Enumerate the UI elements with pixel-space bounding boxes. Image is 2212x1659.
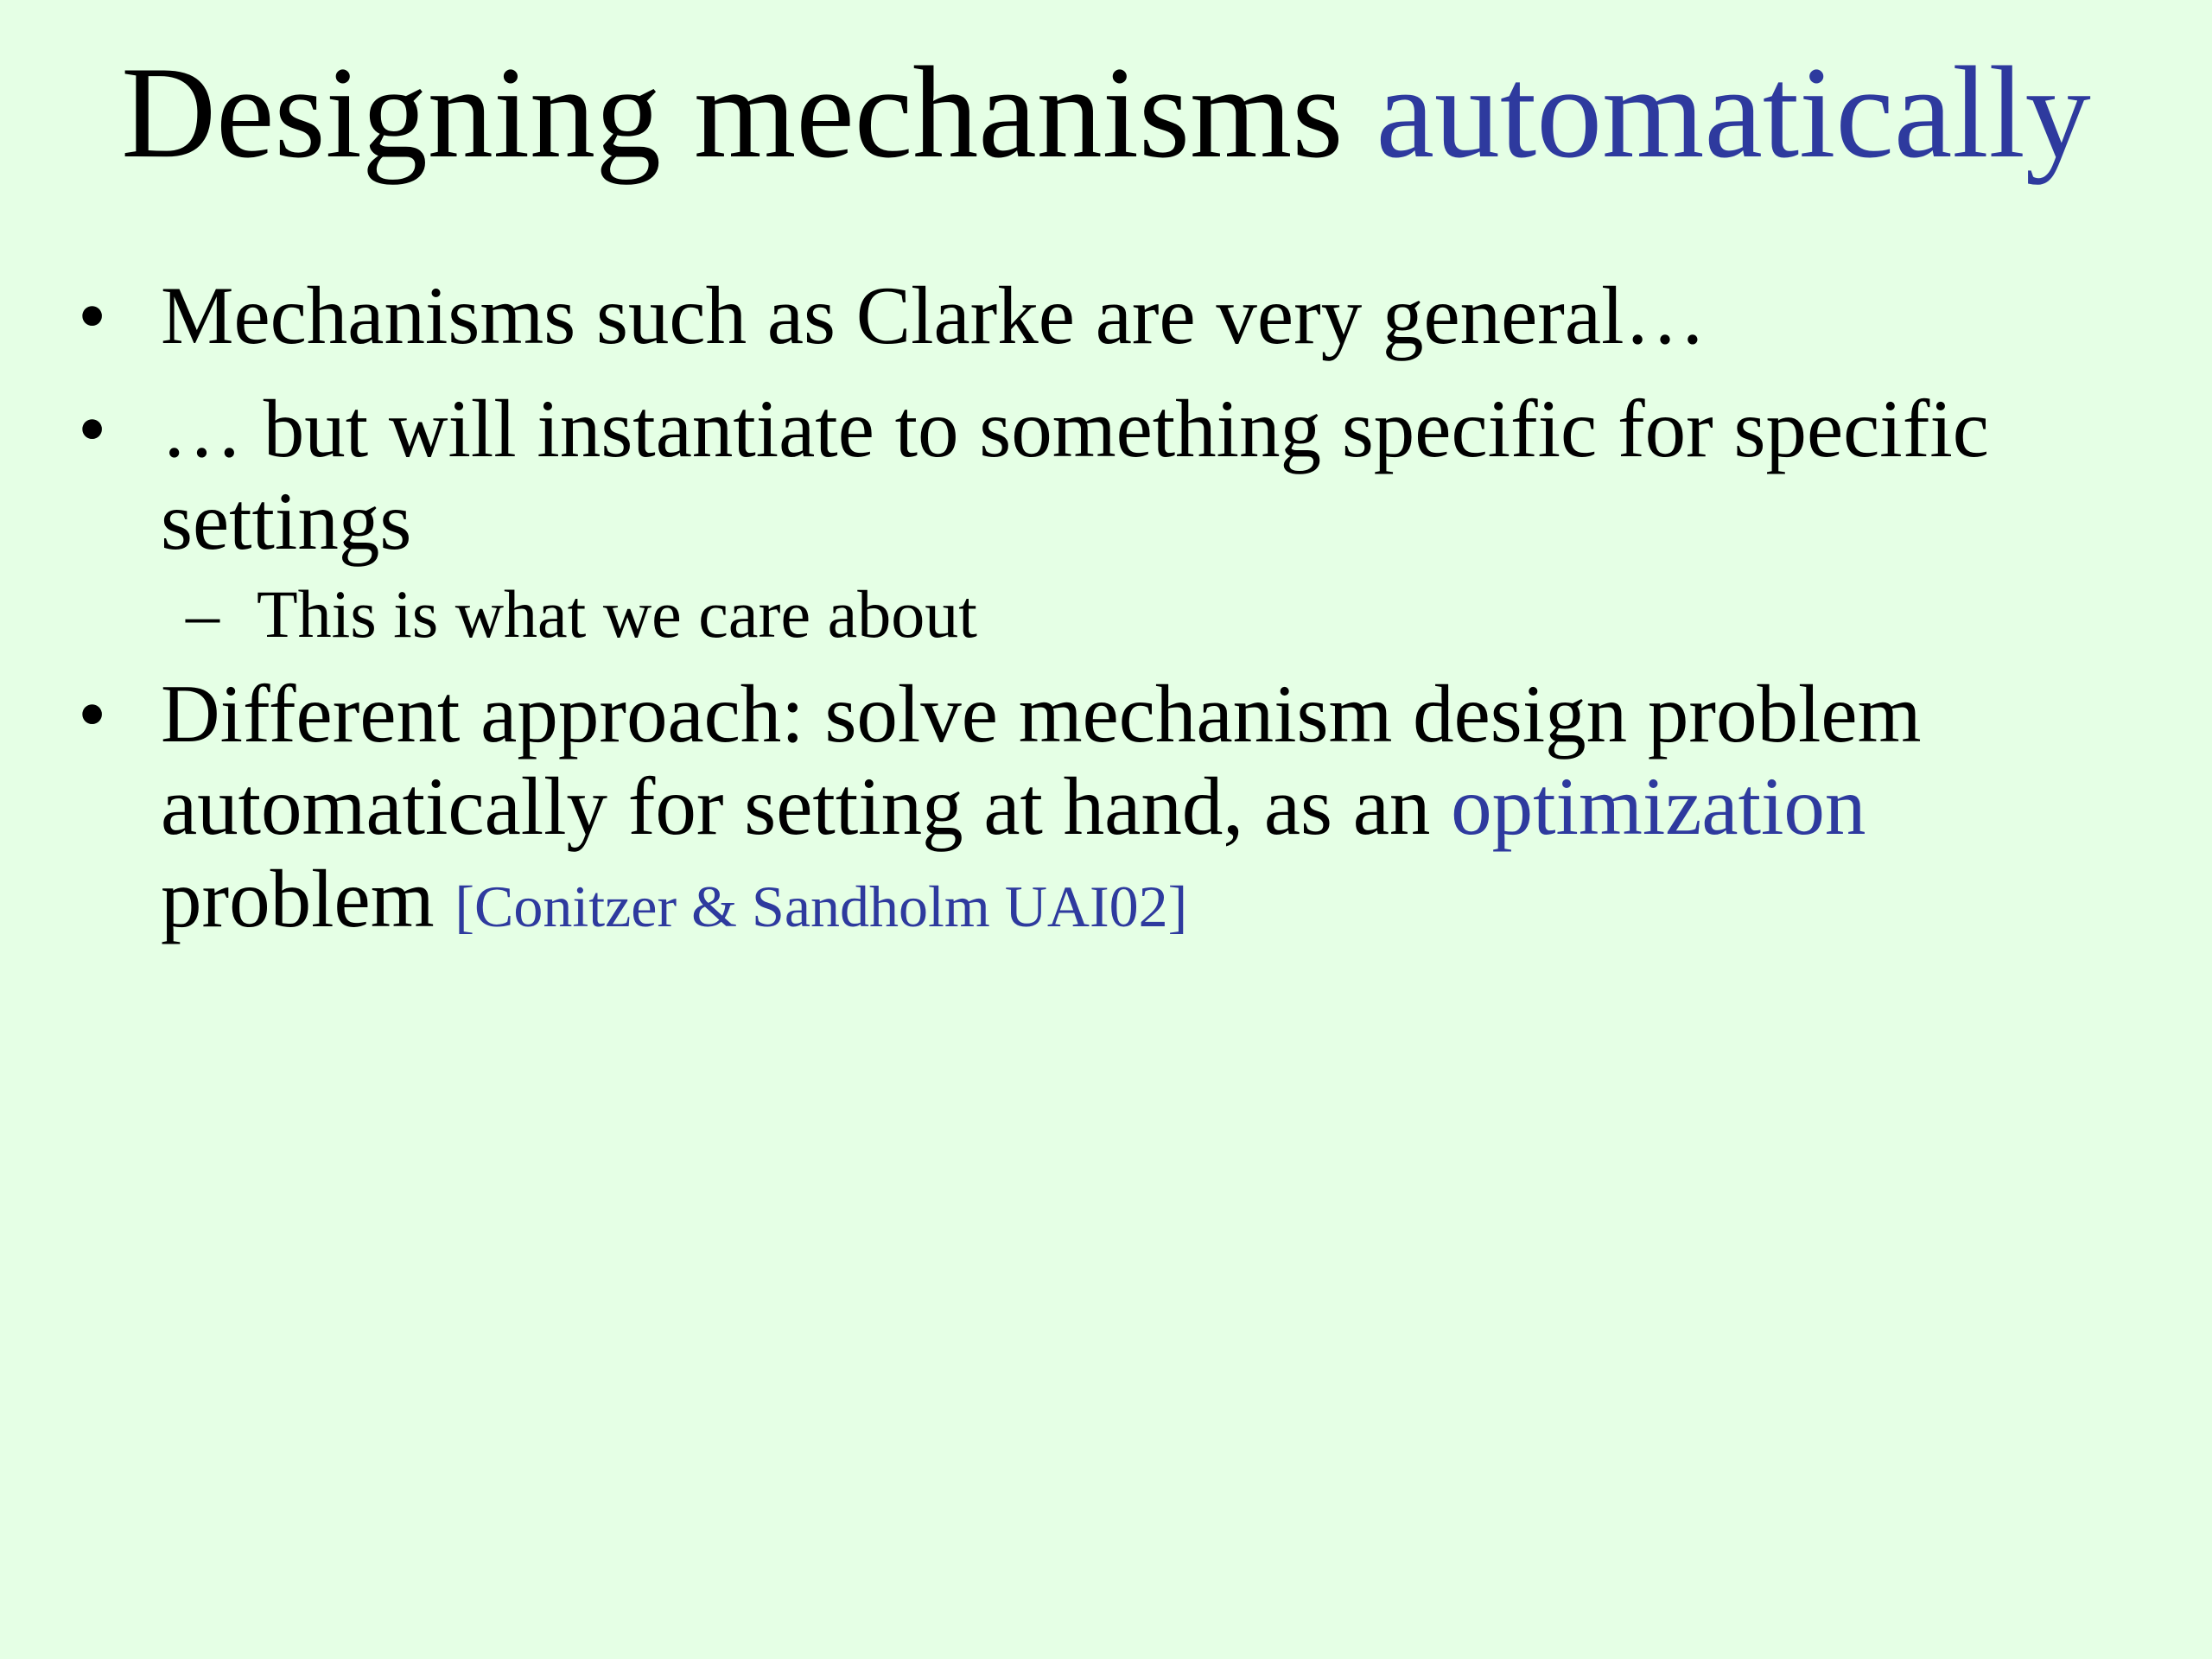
bullet-marker: • <box>78 668 107 760</box>
sub-bullet-item <box>69 571 2143 658</box>
highlight-text: optimization <box>1451 760 1866 852</box>
bullet-item <box>69 270 2143 362</box>
bullet-item <box>69 668 2143 953</box>
title-text: Designing mechanisms <box>121 40 1344 185</box>
bullet-text: Different approach: solve mechanism design problem automatically for setting at hand, as an <box>161 668 1922 852</box>
bullet-text-tail: problem <box>161 853 435 944</box>
citation: [Conitzer & Sandholm UAI02] <box>454 874 1188 939</box>
bullet-list <box>69 259 2143 953</box>
bullet-marker: • <box>78 383 107 474</box>
title-accent-text: automatically <box>1376 40 2091 185</box>
bullet-text: Mechanisms such as Clarke are very general… <box>161 270 1707 361</box>
bullet-text: … but will instantiate to something specific for specific settings <box>161 383 1989 567</box>
bullet-marker: • <box>78 270 107 361</box>
sub-bullet-marker: – <box>186 576 219 652</box>
slide-title <box>0 35 2212 190</box>
sub-bullet-text: This is what we care about <box>257 576 977 652</box>
bullet-item <box>69 383 2143 568</box>
